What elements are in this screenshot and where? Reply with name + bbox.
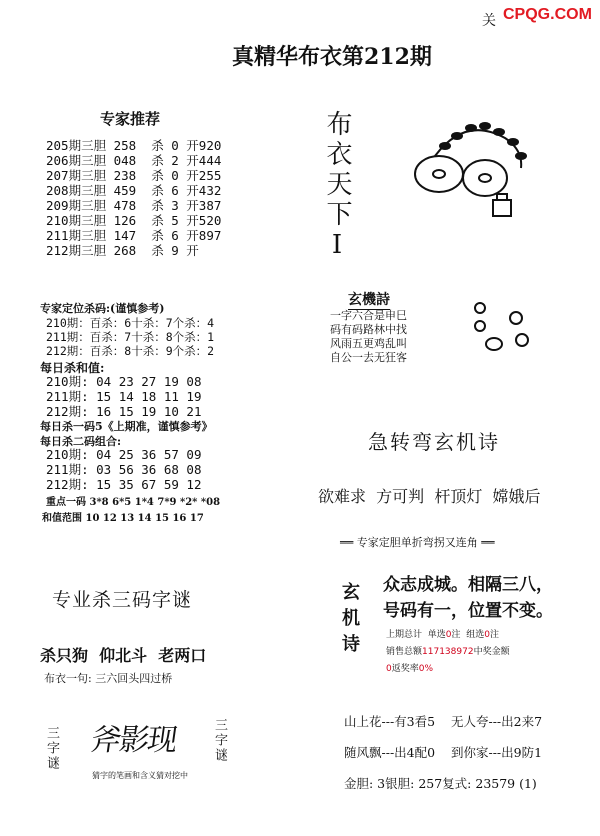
stats-suffix: 注 (489, 630, 499, 640)
sum-row: 212期: 16 15 19 10 21 (46, 404, 202, 419)
two-code-row: 210期: 04 25 36 57 09 (46, 447, 202, 462)
kill-row: 212期：百杀：8十杀：9个杀：2 (46, 344, 215, 358)
riddle-sentence: 布衣一句: 三六回头四过桥 (44, 672, 173, 685)
single-value: 0 (445, 630, 452, 640)
kill-list (46, 316, 214, 358)
expert-row: 212期三胆 268 杀 9 开 (46, 243, 199, 258)
two-code-list (46, 447, 202, 492)
riddle-caption: 猜字的笔画和含义猜对挖中 (92, 771, 188, 780)
group-value: 0 (484, 630, 490, 640)
expert-row: 211期三胆 147 杀 6 开897 (46, 228, 222, 243)
kill-row: 210期：百杀：6十杀：7个杀：4 (46, 316, 215, 330)
bottom-line: 随风飘---出4配0 到你家---出9防1 (344, 745, 543, 760)
riddle-graphic: 斧影现 (89, 723, 178, 758)
combo-sales (386, 644, 510, 657)
expert-list (46, 138, 221, 258)
combo-rebate (386, 661, 433, 674)
poem-lines (330, 309, 407, 365)
two-code-heading: 每日杀二码组合: (40, 435, 122, 448)
riddle-left-label: 三字谜 (44, 726, 59, 771)
rebate-value: 0 (386, 664, 392, 674)
banner-text: 专家定胆单折弯拐又连角 (356, 536, 478, 549)
poem-box (330, 293, 426, 367)
expert-row: 209期三胆 478 杀 3 开387 (46, 198, 222, 213)
sum-range: 和值范围 10 12 13 14 15 16 17 (42, 513, 204, 524)
brand-vertical-title: 布衣天下I (322, 110, 352, 264)
expert-row: 205期三胆 258 杀 0 开920 (46, 138, 222, 153)
poem-line: 一字六合是申巳 (330, 309, 407, 322)
expert-row: 206期三胆 048 杀 2 开444 (46, 153, 222, 168)
combo-poem-line1: 众志成城。相隔三八， (383, 575, 553, 595)
sum-heading: 每日杀和值: (40, 361, 105, 375)
turn-poem-line: 欲难求 方可判 杆顶灯 嫦娥后 (318, 487, 541, 506)
two-code-row: 211期: 03 56 36 68 08 (46, 462, 202, 477)
banner-dash-right: ══ (481, 536, 495, 549)
sales-value: 117138972 (422, 647, 474, 657)
combo-side-label: 玄机诗 (339, 582, 360, 660)
sum-list (46, 374, 202, 419)
bottom-line: 山上花---有3看5 无人夸---出2来7 (344, 714, 543, 729)
stats-prefix: 上期总计 单选 (386, 630, 446, 640)
riddle-right-label: 三字谜 (212, 718, 227, 763)
sales-prefix: 销售总额 (386, 647, 423, 657)
poem-line: 自公一去无狂客 (330, 351, 407, 364)
poem-line: 风雨五更鸡乱叫 (330, 337, 407, 350)
watermark-logo: CPQG.COM (503, 6, 592, 23)
riddle-heading: 专业杀三码字谜 (52, 589, 193, 611)
expert-row: 207期三胆 238 杀 0 开255 (46, 168, 222, 183)
stats-mid: 注 组选 (451, 630, 485, 640)
kill-row: 211期：百杀：7十杀：8个杀：1 (46, 330, 215, 344)
expert-row: 208期三胆 459 杀 6 开432 (46, 183, 222, 198)
sales-suffix: 中奖金额 (473, 647, 510, 657)
sum-row: 210期: 04 23 27 19 08 (46, 374, 202, 389)
combo-poem-line2: 号码有一，位置不变。 (383, 601, 553, 621)
riddle-line: 杀只狗 仰北斗 老两口 (40, 646, 207, 665)
one-code-heading: 每日杀一码5《上期准，谨慎参考》 (40, 420, 213, 433)
beads-illustration (470, 298, 540, 358)
sum-row: 211期: 15 14 18 11 19 (46, 389, 202, 404)
two-code-row: 212期: 15 35 67 59 12 (46, 477, 202, 492)
page-title: 真精华布衣第212期 (232, 44, 432, 70)
poem-line: 码有码路林中找 (330, 323, 407, 336)
banner-dash-left: ══ (340, 536, 354, 549)
expert-row: 210期三胆 126 杀 5 开520 (46, 213, 222, 228)
rebate-label: 返奖率 (391, 664, 419, 674)
rebate-pct: 0% (418, 664, 434, 674)
key-group: 重点一码 3*8 6*5 1*4 7*9 *2* *08 (46, 497, 221, 508)
kill-heading: 专家定位杀码:(谨慎参考) (40, 302, 165, 315)
bottom-right-block (344, 706, 542, 799)
combo-banner (340, 534, 495, 550)
combo-stats (386, 627, 499, 640)
corner-glyph: 关 (482, 13, 496, 29)
expert-heading: 专家推荐 (100, 110, 161, 128)
turn-poem-title: 急转弯玄机诗 (368, 430, 500, 454)
poem-title: 玄機詩 (348, 289, 390, 310)
bottom-line: 金胆: 3银胆: 257复式: 23579 (1) (344, 776, 537, 791)
beads-coins-illustration (405, 108, 545, 228)
